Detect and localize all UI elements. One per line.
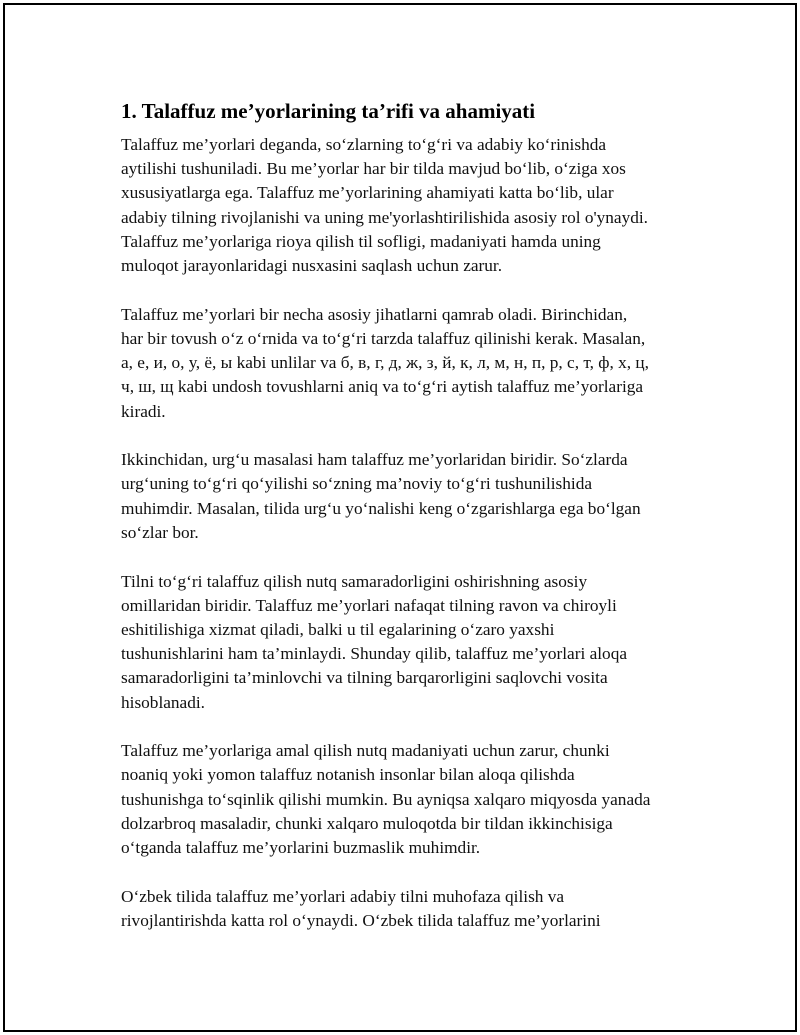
paragraph-5: Talaffuz me’yorlariga amal qilish nutq madaniyati uchun zarur, chunki noaniq yoki yomon talaffuz notanish insonlar bilan aloqa qilishda tushunishga to‘sqinlik qilishi mumkin. Bu ayniqsa xalqaro miqyosda yanada dolzarbroq masaladir, chunki xalqaro muloqotda bir tildan ikkinchisiga o‘tganda talaffuz me’yorlarini buzmaslik muhimdir. — [121, 741, 651, 858]
section-heading: 1. Talaffuz me’yorlarining ta’rifi va ahamiyati — [121, 99, 536, 123]
paragraph-6: O‘zbek tilida talaffuz me’yorlari adabiy tilni muhofaza qilish va rivojlantirishda katta rol o‘ynaydi. O‘zbek tilida talaffuz me’yorlarini — [121, 886, 601, 930]
paragraph-4: Tilni to‘g‘ri talaffuz qilish nutq samaradorligini oshirishning asosiy omillaridan biridir. Talaffuz me’yorlari nafaqat tilning ravon va chiroyli eshitilishiga xizmat qiladi, balki u til egalarining o‘zaro yaxshi tushunishlarini ham ta’minlaydi. Shunday qilib, talaffuz me’yorlari aloqa samaradorligini ta’minlovchi va tilning barqarorligini saqlovchi vosita hisoblanadi. — [121, 571, 627, 712]
paragraph-2: Talaffuz me’yorlari bir necha asosiy jihatlarni qamrab oladi. Birinchidan, har bir tovush o‘z o‘rnida va to‘g‘ri tarzda talaffuz qilinishi kerak. Masalan, а, е, и, о, у, ё, ы kabi unlilar va б, в, г, д, ж, з, й, к, л, м, н, п, р, с, т, ф, х, ц, ч, ш, щ kabi undosh tovushlarni aniq va to‘g‘ri aytish talaffuz me’yorlariga kiradi. — [121, 304, 649, 421]
document-body — [121, 97, 711, 958]
page-frame — [3, 3, 797, 1032]
paragraph-3: Ikkinchidan, urg‘u masalasi ham talaffuz me’yorlaridan biridir. So‘zlarda urg‘uning to‘g‘ri qo‘yilishi so‘zning ma’noviy to‘g‘ri tushunilishida muhimdir. Masalan, tilida urg‘u yo‘nalishi keng o‘zgarishlarga ega bo‘lgan so‘zlar bor. — [121, 450, 641, 542]
paragraph-1: Talaffuz me’yorlari deganda, so‘zlarning to‘g‘ri va adabiy ko‘rinishda aytilishi tushuniladi. Bu me’yorlar har bir tilda mavjud bo‘lib, o‘ziga xos xususiyatlarga ega. Talaffuz me’yorlarining ahamiyati katta bo‘lib, ular adabiy tilning rivojlanishi va uning me'yorlashtirilishida asosiy rol o'ynaydi. Talaffuz me’yorlariga rioya qilish til sofligi, madaniyati hamda uning muloqot jarayonlaridagi nusxasini saqlash uchun zarur. — [121, 135, 648, 276]
